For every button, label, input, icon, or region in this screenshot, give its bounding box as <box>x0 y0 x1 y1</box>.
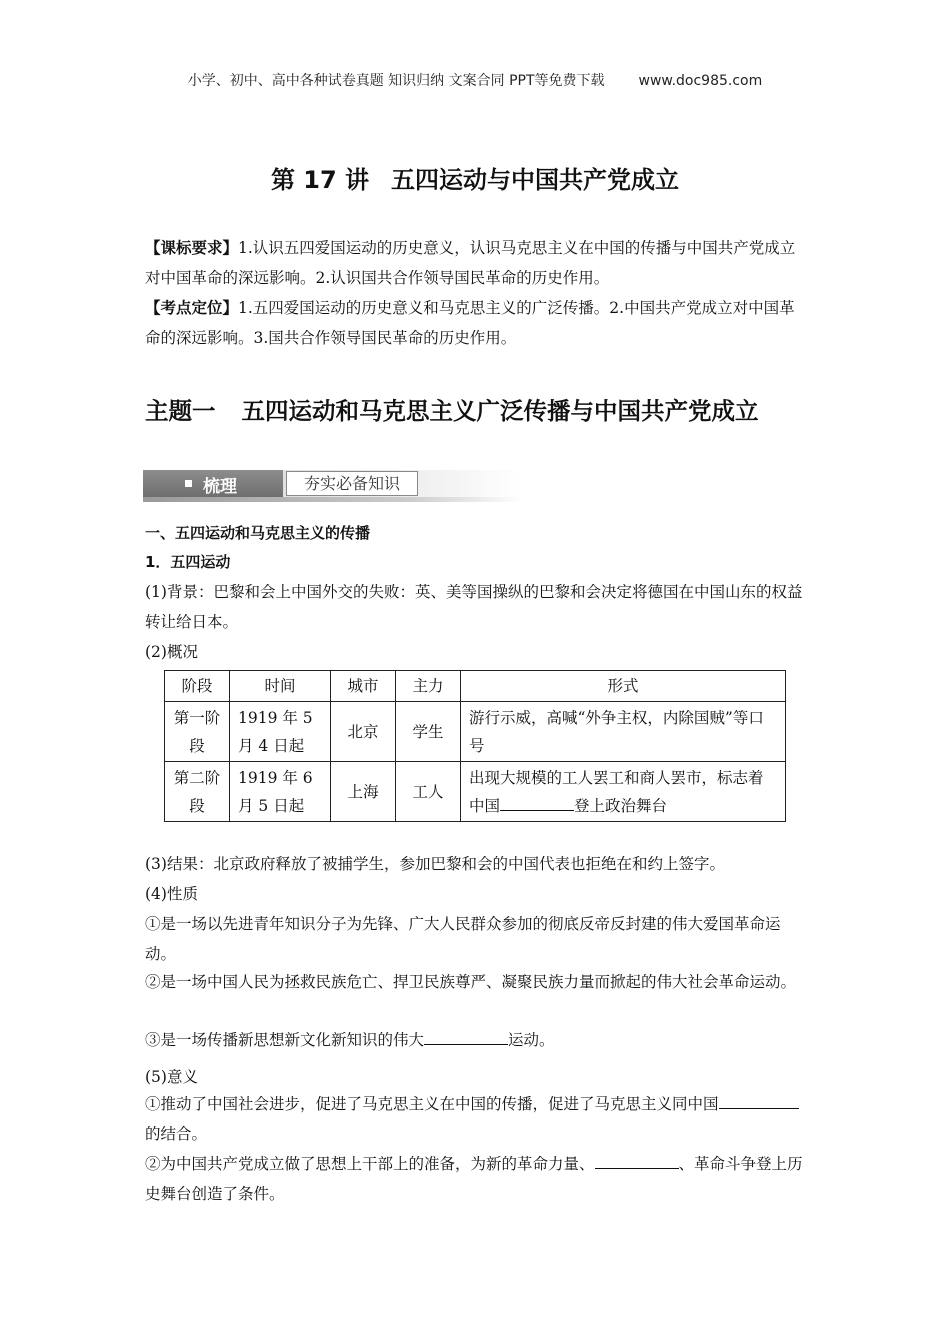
significance-item-1-after: 的结合。 <box>145 1125 208 1143</box>
banner-left-label: 梳理 <box>203 477 237 497</box>
fill-blank[interactable] <box>500 792 574 811</box>
form-text-after: 登上政治舞台 <box>574 796 668 815</box>
nature-item-3 <box>145 1025 555 1055</box>
nature-item-3-after: 运动。 <box>508 1031 555 1049</box>
table-header-cell: 时间 <box>230 671 331 702</box>
significance-item-2-after: 、革命斗争登上历史舞台创造了条件。 <box>145 1155 803 1203</box>
table-cell: 学生 <box>396 702 461 762</box>
focus-tag: 【考点定位】 <box>145 299 239 317</box>
theme-label: 主题一 <box>145 397 216 425</box>
table-row <box>165 702 786 762</box>
table-cell <box>461 762 786 822</box>
theme-heading <box>145 392 845 426</box>
table-header-row <box>165 671 786 702</box>
page-title <box>0 160 950 195</box>
banner-dark-block <box>143 470 283 497</box>
requirements-paragraph <box>145 233 810 293</box>
header-text: 小学、初中、高中各种试卷真题 知识归纳 文案合同 PPT等免费下载 <box>187 73 605 89</box>
header-site: www.doc985.com <box>638 73 763 89</box>
table-row <box>165 762 786 822</box>
significance-item-2 <box>145 1149 810 1209</box>
fill-blank[interactable] <box>759 1090 799 1109</box>
focus-text: 1.五四爱国运动的历史意义和马克思主义的广泛传播。2.中国共产党成立对中国革命的深远影响。3.国共合作领导国民革命的历史作用。 <box>145 299 795 347</box>
table-cell: 上海 <box>331 762 396 822</box>
fill-blank[interactable] <box>595 1150 679 1169</box>
page-header <box>0 70 950 90</box>
banner-strip <box>143 497 523 502</box>
requirements-tag: 【课标要求】 <box>145 239 239 257</box>
nature-item-2: ②是一场中国人民为拯救民族危亡、捍卫民族尊严、凝聚民族力量而掀起的伟大社会革命运动。 <box>145 973 797 991</box>
significance-heading: (5)意义 <box>145 1068 198 1086</box>
focus-paragraph <box>145 293 810 353</box>
significance-item-2-before: ②为中国共产党成立做了思想上干部上的准备，为新的革命力量、 <box>145 1155 595 1173</box>
overview-table <box>164 670 786 822</box>
background-paragraph: (1)背景：巴黎和会上中国外交的失败：英、美等国操纵的巴黎和会决定将德国在中国山东的权益转让给日本。 <box>145 583 803 631</box>
significance-item-1 <box>145 1089 810 1149</box>
subsection-heading: 1．五四运动 <box>145 553 231 571</box>
overview-heading: (2)概况 <box>145 643 198 661</box>
section-banner <box>143 470 523 502</box>
table-cell: 1919 年 5 月 4 日起 <box>230 702 331 762</box>
square-bullet-icon <box>185 480 192 487</box>
table-cell: 1919 年 6 月 5 日起 <box>230 762 331 822</box>
result-paragraph: (3)结果：北京政府释放了被捕学生，参加巴黎和会的中国代表也拒绝在和约上签字。 <box>145 855 725 873</box>
fill-blank[interactable] <box>719 1090 759 1109</box>
significance-item-1-before: ①推动了中国社会进步，促进了马克思主义在中国的传播，促进了马克思主义同中国 <box>145 1095 719 1113</box>
table-cell: 第一阶段 <box>165 702 230 762</box>
table-header-cell: 形式 <box>461 671 786 702</box>
table-header-cell: 城市 <box>331 671 396 702</box>
banner-right-label: 夯实必备知识 <box>286 471 418 496</box>
theme-text: 五四运动和马克思主义广泛传播与中国共产党成立 <box>241 397 759 425</box>
fill-blank[interactable] <box>424 1026 508 1045</box>
section-heading: 一、五四运动和马克思主义的传播 <box>145 524 371 542</box>
lecture-number: 第 17 讲 <box>270 166 370 194</box>
table-cell: 游行示威，高喊“外争主权，内除国贼”等口号 <box>461 702 786 762</box>
form-text-before: 出现大规模的工人罢工和商人罢市，标志着中国 <box>469 768 764 815</box>
table-header-cell: 主力 <box>396 671 461 702</box>
table-cell: 北京 <box>331 702 396 762</box>
table-cell: 工人 <box>396 762 461 822</box>
table-header-cell: 阶段 <box>165 671 230 702</box>
nature-item-3-before: ③是一场传播新思想新文化新知识的伟大 <box>145 1031 425 1049</box>
table-cell: 第二阶段 <box>165 762 230 822</box>
nature-item-1: ①是一场以先进青年知识分子为先锋、广大人民群众参加的彻底反帝反封建的伟大爱国革命运动。 <box>145 915 781 963</box>
requirements-text: 1.认识五四爱国运动的历史意义，认识马克思主义在中国的传播与中国共产党成立对中国革命的深远影响。2.认识国共合作领导国民革命的历史作用。 <box>145 239 796 287</box>
nature-heading: (4)性质 <box>145 885 198 903</box>
lecture-topic: 五四运动与中国共产党成立 <box>391 166 680 194</box>
